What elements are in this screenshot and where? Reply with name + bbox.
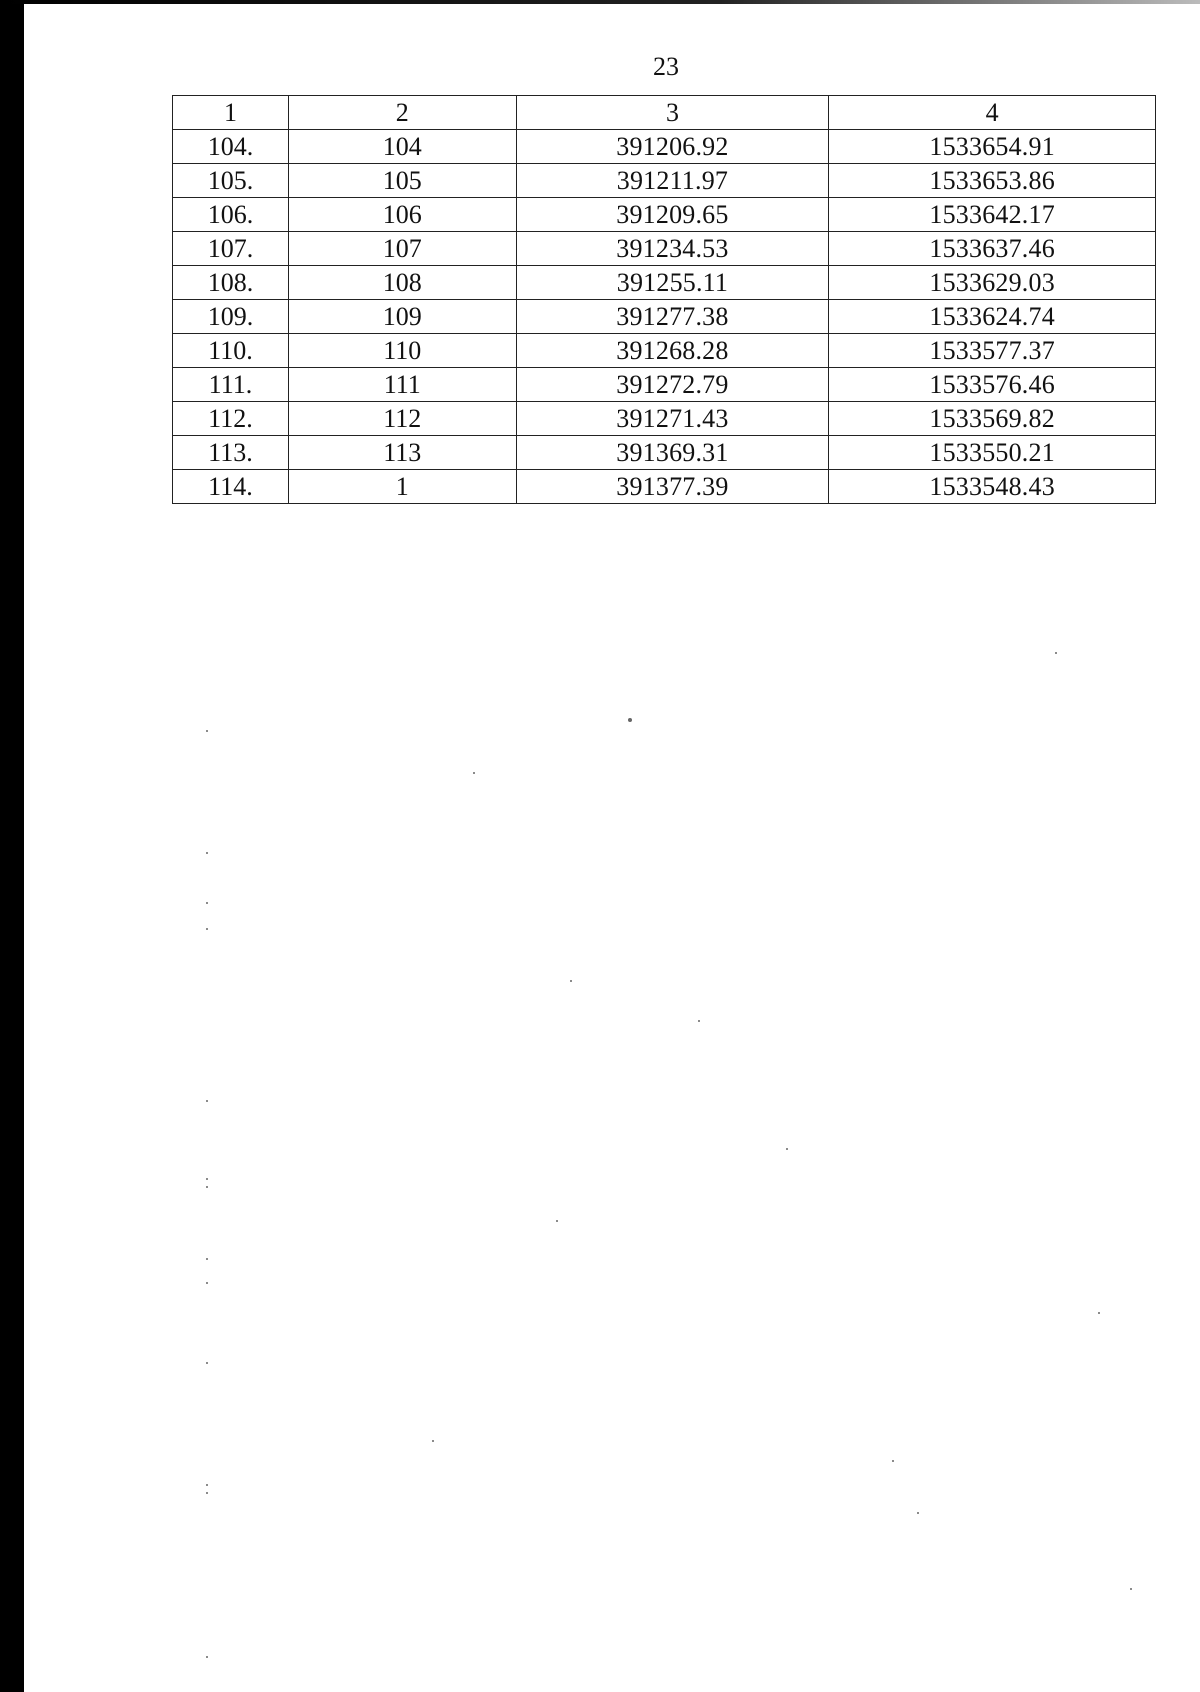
scan-speck — [432, 1440, 434, 1442]
table-cell-col3: 391377.39 — [516, 470, 829, 504]
table-cell-col2: 106 — [288, 198, 516, 232]
header-cell-2: 2 — [288, 96, 516, 130]
table-row — [173, 164, 1156, 198]
table-row — [173, 266, 1156, 300]
table-cell-col1: 105. — [173, 164, 289, 198]
scan-speck — [786, 1148, 788, 1150]
scan-speck — [206, 1258, 208, 1260]
table-cell-col4: 1533576.46 — [829, 368, 1156, 402]
table-cell-col4: 1533653.86 — [829, 164, 1156, 198]
scan-speck — [206, 1178, 208, 1180]
table-cell-col3: 391268.28 — [516, 334, 829, 368]
scan-speck — [206, 1484, 208, 1486]
table-cell-col2: 1 — [288, 470, 516, 504]
table-cell-col1: 113. — [173, 436, 289, 470]
scan-speck — [206, 852, 208, 854]
table-cell-col3: 391209.65 — [516, 198, 829, 232]
scan-speck — [206, 1492, 208, 1494]
table-cell-col2: 108 — [288, 266, 516, 300]
table-cell-col4: 1533629.03 — [829, 266, 1156, 300]
table-cell-col1: 106. — [173, 198, 289, 232]
scan-edge-left — [0, 0, 24, 1692]
scan-speck — [206, 1186, 208, 1188]
table-cell-col4: 1533550.21 — [829, 436, 1156, 470]
table-cell-col3: 391255.11 — [516, 266, 829, 300]
scan-speck — [698, 1020, 700, 1022]
table-cell-col1: 108. — [173, 266, 289, 300]
table-cell-col2: 107 — [288, 232, 516, 266]
table-cell-col2: 110 — [288, 334, 516, 368]
table-header-row — [173, 96, 1156, 130]
table-row — [173, 368, 1156, 402]
table-row — [173, 130, 1156, 164]
table-body — [173, 96, 1156, 504]
table-cell-col3: 391369.31 — [516, 436, 829, 470]
scan-speck — [917, 1512, 919, 1514]
scan-speck — [628, 718, 632, 722]
table-cell-col4: 1533637.46 — [829, 232, 1156, 266]
page-number: 23 — [653, 52, 679, 81]
table-cell-col3: 391234.53 — [516, 232, 829, 266]
table-cell-col1: 112. — [173, 402, 289, 436]
table-cell-col3: 391272.79 — [516, 368, 829, 402]
header-cell-4: 4 — [829, 96, 1156, 130]
scan-speck — [206, 1282, 208, 1284]
table-cell-col1: 114. — [173, 470, 289, 504]
table-cell-col4: 1533569.82 — [829, 402, 1156, 436]
table-cell-col2: 112 — [288, 402, 516, 436]
table-cell-col4: 1533548.43 — [829, 470, 1156, 504]
scan-speck — [206, 1656, 208, 1658]
scan-speck — [1130, 1588, 1132, 1590]
header-cell-3: 3 — [516, 96, 829, 130]
table-cell-col4: 1533577.37 — [829, 334, 1156, 368]
table-cell-col4: 1533624.74 — [829, 300, 1156, 334]
table-cell-col1: 109. — [173, 300, 289, 334]
table-cell-col1: 107. — [173, 232, 289, 266]
header-cell-1: 1 — [173, 96, 289, 130]
table-row — [173, 232, 1156, 266]
scan-speck — [892, 1460, 894, 1462]
table-cell-col1: 110. — [173, 334, 289, 368]
table-cell-col2: 104 — [288, 130, 516, 164]
table-cell-col4: 1533642.17 — [829, 198, 1156, 232]
scan-speck — [206, 730, 208, 732]
table-cell-col3: 391277.38 — [516, 300, 829, 334]
scan-speck — [206, 902, 208, 904]
scan-speck — [473, 772, 475, 774]
table-row — [173, 300, 1156, 334]
table-cell-col3: 391271.43 — [516, 402, 829, 436]
scan-speck — [206, 1100, 208, 1102]
scan-speck — [570, 980, 572, 982]
scan-speck — [206, 928, 208, 930]
scan-edge-top — [0, 0, 1200, 4]
scan-speck — [556, 1220, 558, 1222]
table-row — [173, 334, 1156, 368]
table-cell-col2: 113 — [288, 436, 516, 470]
table-row — [173, 198, 1156, 232]
scan-speck — [1098, 1312, 1100, 1314]
table-cell-col4: 1533654.91 — [829, 130, 1156, 164]
table-cell-col3: 391206.92 — [516, 130, 829, 164]
table-row — [173, 402, 1156, 436]
table-cell-col3: 391211.97 — [516, 164, 829, 198]
table-row — [173, 436, 1156, 470]
table-cell-col2: 105 — [288, 164, 516, 198]
table-cell-col2: 111 — [288, 368, 516, 402]
table-cell-col1: 111. — [173, 368, 289, 402]
table-cell-col1: 104. — [173, 130, 289, 164]
coordinates-table — [172, 95, 1156, 504]
scan-speck — [1055, 652, 1057, 654]
table-cell-col2: 109 — [288, 300, 516, 334]
table-row — [173, 470, 1156, 504]
scan-speck — [206, 1362, 208, 1364]
